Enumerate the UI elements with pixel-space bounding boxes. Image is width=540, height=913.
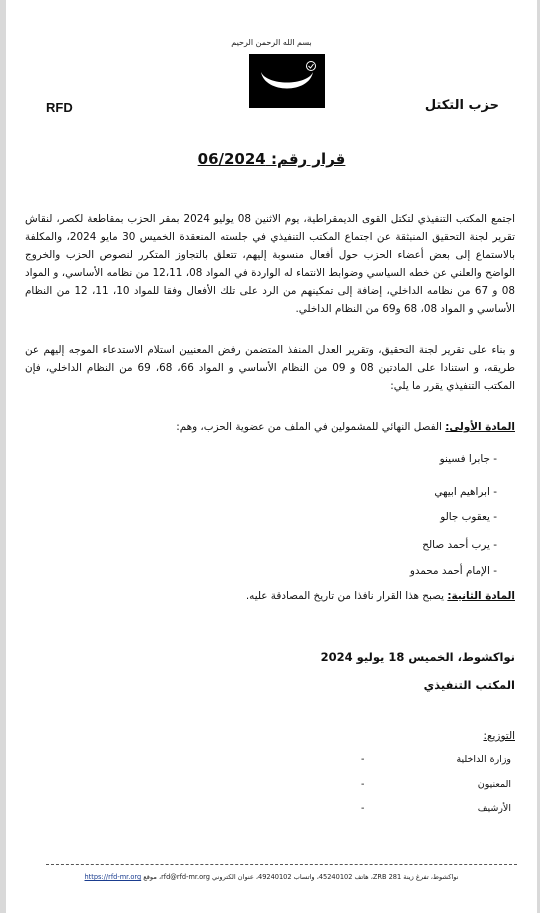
article-2 bbox=[25, 590, 515, 602]
place-date: نواكشوط، الخميس 18 يوليو 2024 bbox=[320, 650, 515, 664]
distribution-item-label: المعنيون bbox=[477, 779, 511, 790]
footer-contact: نواكشوط، تفرغ زينة ZRB 281، هاتف 45240102، واتساب 49240102، عنوان الكتروني rfd@rfd-mr.org، موقع bbox=[141, 873, 459, 881]
distribution-item bbox=[361, 803, 511, 814]
distribution-dash: - bbox=[361, 754, 365, 765]
member-item: - يرب أحمد صالح bbox=[422, 539, 497, 551]
header-rfd: RFD bbox=[46, 100, 73, 115]
distribution-dash: - bbox=[361, 779, 365, 790]
paragraph-1: اجتمع المكتب التنفيذي لتكتل القوى الديمقراطية، يوم الاثنين 08 يوليو 2024 بمقر الحزب بمقاطعة لكصر، لنقاش تقرير لجنة التحقيق المنبثقة عن اجتماع المكتب التنفيذي في جلسته المنعقدة الخميس 30 مايو 2024، والمكلفة بالاستماع إلى بعض أعضاء الحزب حول أفعال منسوبة إليهم، تتعلق بالتجاوز المتكرر لنصوص الحزب والخروج الواضح والعلني عن خطه السياسي وضوابط الانتماء له الواردة في المواد 08، 12،11 من نظامه الأساسي، و المواد 08 و 67 من نظامه الداخلي، إضافة إلى تمكينهم من الرد على تلك الأفعال وفقا للمواد 10، 11، 12 من النظام الأساسي و المواد 08، 68 و69 من النظام الداخلي. bbox=[25, 213, 515, 315]
article-1 bbox=[25, 421, 515, 433]
distribution-item-label: الأرشيف bbox=[477, 803, 511, 814]
decision-number bbox=[6, 150, 537, 168]
header-party-name: حزب التكتل bbox=[424, 98, 499, 113]
member-item: - ابراهيم ابيهي bbox=[434, 486, 497, 498]
document-page bbox=[6, 0, 537, 913]
executive-office: المكتب التنفيذي bbox=[423, 678, 515, 692]
footer bbox=[6, 873, 537, 881]
basmala: بسم الله الرحمن الرحيم bbox=[231, 38, 312, 47]
member-item: - يعقوب جالو bbox=[440, 511, 497, 523]
distribution-item bbox=[361, 779, 511, 790]
member-item: - الإمام أحمد محمدو bbox=[409, 565, 497, 577]
article-1-text: الفصل النهائي للمشمولين في الملف من عضوية الحزب، وهم: bbox=[176, 421, 446, 433]
footer-divider bbox=[46, 864, 517, 865]
distribution-dash: - bbox=[361, 803, 365, 814]
article-2-text: يصبح هذا القرار نافذا من تاريخ المصادقة عليه. bbox=[245, 590, 448, 602]
article-1-label: المادة الأولى: bbox=[445, 421, 515, 433]
distribution-title: التوزيع: bbox=[483, 730, 515, 742]
distribution-item bbox=[361, 754, 511, 765]
decision-number-label: قرار رقم: 06/2024 bbox=[197, 150, 346, 168]
article-2-label: المادة الثانية: bbox=[447, 590, 515, 602]
paragraph-2: و بناء على تقرير لجنة التحقيق، وتقرير العدل المنفذ المتضمن رفض المعنيين استلام الاستدعاء الموجه إليهم عن طريقه، و استنادا على المادتين 08 و 09 من النظام الأساسي و المواد 66، 68، 69 من النظام الداخلي، فإن المكتب التنفيذي يقرر ما يلي: bbox=[25, 344, 515, 392]
party-logo-icon bbox=[249, 54, 325, 108]
footer-website-link[interactable]: https://rfd-mr.org bbox=[84, 873, 142, 881]
distribution-item-label: وزارة الداخلية bbox=[456, 754, 511, 765]
member-item: - جابرا فسينو bbox=[439, 453, 497, 465]
